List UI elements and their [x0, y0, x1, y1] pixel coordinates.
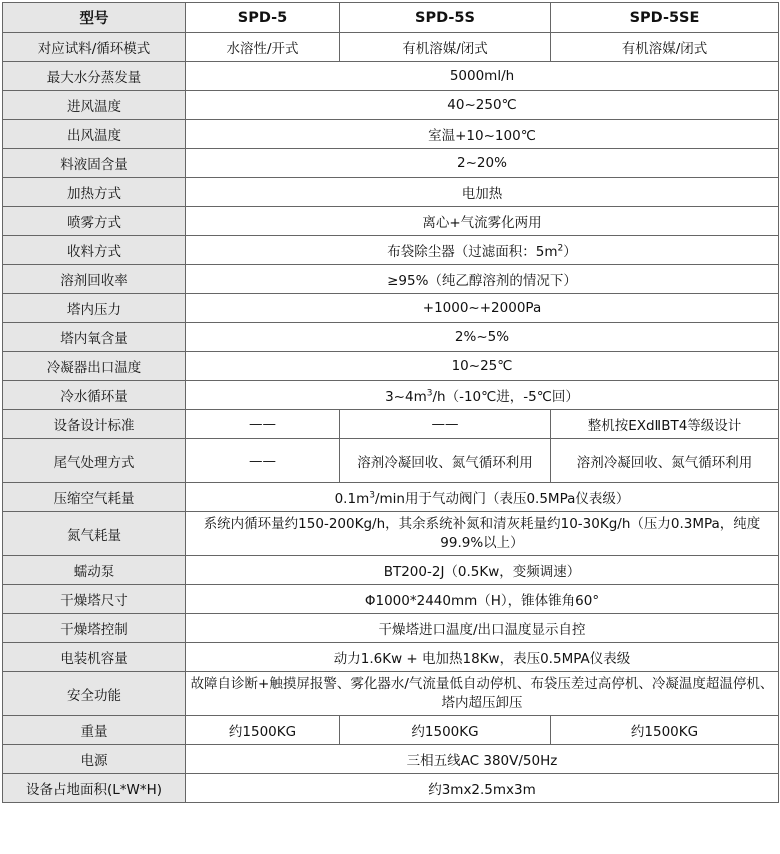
value-text: /min用于气动阀门（表压0.5MPa仪表级） [374, 491, 630, 507]
table-row [3, 585, 779, 614]
cell-spd-5se: 约1500KG [551, 716, 779, 745]
table-row [3, 614, 779, 643]
table-row [3, 265, 779, 294]
row-value: 干燥塔进口温度/出口温度显示自控 [186, 614, 779, 643]
row-label: 塔内氧含量 [3, 323, 186, 352]
row-value: 40~250℃ [186, 91, 779, 120]
table-row [3, 483, 779, 512]
superscript: 2 [557, 243, 564, 254]
row-value [186, 381, 779, 410]
row-label: 设备设计标准 [3, 410, 186, 439]
row-value: 10~25℃ [186, 352, 779, 381]
row-value: 室温+10~100℃ [186, 120, 779, 149]
table-row [3, 33, 779, 62]
row-value: 5000ml/h [186, 62, 779, 91]
row-label: 蠕动泵 [3, 556, 186, 585]
row-value: BT200-2J（0.5Kw，变频调速） [186, 556, 779, 585]
table-row [3, 178, 779, 207]
value-text: 3~4m [385, 389, 427, 405]
table-row [3, 236, 779, 265]
row-label: 进风温度 [3, 91, 186, 120]
row-label: 最大水分蒸发量 [3, 62, 186, 91]
spec-table [2, 2, 779, 803]
table-row [3, 323, 779, 352]
row-label: 冷水循环量 [3, 381, 186, 410]
table-row [3, 745, 779, 774]
table-row [3, 294, 779, 323]
row-label: 加热方式 [3, 178, 186, 207]
table-row [3, 672, 779, 716]
cell-spd-5s: 溶剂冷凝回收、氮气循环利用 [340, 439, 551, 483]
row-value: 约3mx2.5mx3m [186, 774, 779, 803]
value-text: ） [563, 244, 577, 260]
row-value [186, 236, 779, 265]
table-row [3, 410, 779, 439]
row-value [186, 483, 779, 512]
row-value: 2%~5% [186, 323, 779, 352]
row-label: 尾气处理方式 [3, 439, 186, 483]
value-text: /h（-10℃进，-5℃回） [432, 389, 579, 405]
row-value: 电加热 [186, 178, 779, 207]
table-row [3, 352, 779, 381]
table-row [3, 120, 779, 149]
row-value: 三相五线AC 380V/50Hz [186, 745, 779, 774]
table-row [3, 149, 779, 178]
row-label: 干燥塔控制 [3, 614, 186, 643]
row-value: 系统内循环量约150-200Kg/h，其余系统补氮和清灰耗量约10-30Kg/h（压力0.3MPa，纯度99.9%以上） [186, 512, 779, 556]
header-spd-5se: SPD-5SE [551, 3, 779, 33]
value-text: 布袋除尘器（过滤面积：5m [387, 244, 558, 260]
row-label: 出风温度 [3, 120, 186, 149]
header-row [3, 3, 779, 33]
row-label: 冷凝器出口温度 [3, 352, 186, 381]
superscript: 3 [426, 388, 433, 399]
row-label: 电装机容量 [3, 643, 186, 672]
cell-spd-5: 水溶性/开式 [186, 33, 340, 62]
row-label: 收料方式 [3, 236, 186, 265]
row-label: 电源 [3, 745, 186, 774]
cell-spd-5: 约1500KG [186, 716, 340, 745]
table-row [3, 774, 779, 803]
row-label: 溶剂回收率 [3, 265, 186, 294]
table-row [3, 716, 779, 745]
table-row [3, 207, 779, 236]
value-text: 0.1m [334, 491, 370, 507]
table-row [3, 381, 779, 410]
cell-spd-5: —— [186, 410, 340, 439]
row-label: 喷雾方式 [3, 207, 186, 236]
header-spd-5s: SPD-5S [340, 3, 551, 33]
table-row [3, 439, 779, 483]
cell-spd-5se: 有机溶媒/闭式 [551, 33, 779, 62]
table-row [3, 62, 779, 91]
row-label: 塔内压力 [3, 294, 186, 323]
superscript: 3 [369, 490, 375, 501]
row-label: 安全功能 [3, 672, 186, 716]
table-row [3, 643, 779, 672]
row-value: 离心+气流雾化两用 [186, 207, 779, 236]
row-label: 氮气耗量 [3, 512, 186, 556]
header-spd-5: SPD-5 [186, 3, 340, 33]
row-value: Φ1000*2440mm（H），锥体锥角60° [186, 585, 779, 614]
row-label: 对应试料/循环模式 [3, 33, 186, 62]
row-value: 故障自诊断+触摸屏报警、雾化器水/气流量低自动停机、布袋压差过高停机、冷凝温度超温停机、塔内超压卸压 [186, 672, 779, 716]
row-value: 2~20% [186, 149, 779, 178]
table-row [3, 91, 779, 120]
cell-spd-5s: 约1500KG [340, 716, 551, 745]
row-label: 压缩空气耗量 [3, 483, 186, 512]
header-model: 型号 [3, 3, 186, 33]
table-row [3, 512, 779, 556]
cell-spd-5se: 整机按EXdⅡBT4等级设计 [551, 410, 779, 439]
row-value: 动力1.6Kw + 电加热18Kw，表压0.5MPA仪表级 [186, 643, 779, 672]
row-label: 重量 [3, 716, 186, 745]
cell-spd-5: —— [186, 439, 340, 483]
row-label: 干燥塔尺寸 [3, 585, 186, 614]
cell-spd-5se: 溶剂冷凝回收、氮气循环利用 [551, 439, 779, 483]
row-value: +1000~+2000Pa [186, 294, 779, 323]
cell-spd-5s: 有机溶媒/闭式 [340, 33, 551, 62]
row-label: 设备占地面积(L*W*H) [3, 774, 186, 803]
table-row [3, 556, 779, 585]
cell-spd-5s: —— [340, 410, 551, 439]
row-value: ≥95%（纯乙醇溶剂的情况下） [186, 265, 779, 294]
row-label: 料液固含量 [3, 149, 186, 178]
